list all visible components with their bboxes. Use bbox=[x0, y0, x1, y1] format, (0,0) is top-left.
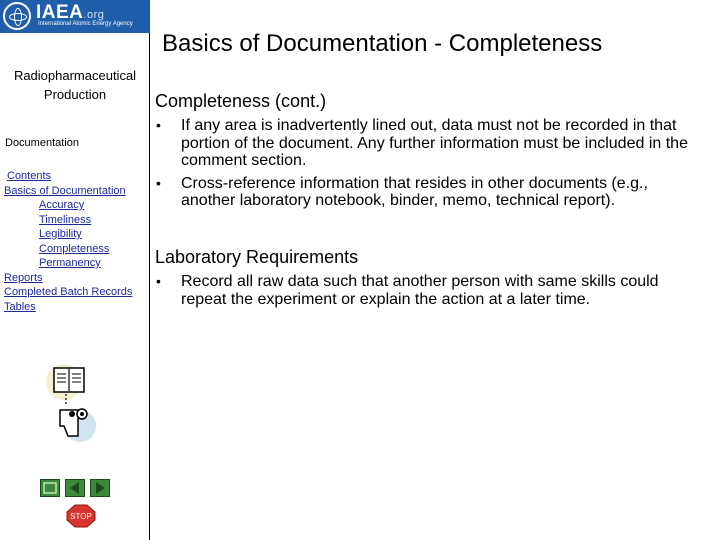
sidebar-nav bbox=[0, 169, 150, 314]
bullet-text: Record all raw data such that another person with same skills could repeat the experiment or explain the action at a later time. bbox=[181, 273, 659, 308]
module-title: Radiopharmaceutical Production bbox=[13, 68, 137, 102]
forward-arrow-icon bbox=[91, 480, 109, 496]
bullet-marker: • bbox=[156, 117, 161, 133]
forward-button[interactable] bbox=[90, 479, 110, 497]
completeness-bullet-list bbox=[156, 117, 706, 215]
list-item bbox=[156, 175, 706, 210]
stop-sign-icon bbox=[66, 504, 96, 528]
list-item bbox=[156, 117, 706, 170]
atom-logo-icon bbox=[3, 2, 31, 30]
sidebar-item-completed-batch-records[interactable]: Completed Batch Records bbox=[4, 286, 133, 298]
laboratory-requirements-bullet-list bbox=[156, 273, 706, 313]
list-item bbox=[156, 273, 706, 308]
sidebar bbox=[0, 0, 150, 540]
home-icon bbox=[41, 480, 59, 496]
logo-org: .org bbox=[83, 9, 105, 21]
logo-name: IAEA bbox=[36, 2, 84, 23]
sidebar-item-tables[interactable]: Tables bbox=[4, 300, 36, 313]
page-title: Basics of Documentation - Completeness bbox=[162, 30, 603, 57]
stop-label: STOP bbox=[70, 512, 92, 521]
sidebar-item-contents[interactable]: Contents bbox=[7, 170, 52, 182]
sidebar-item-timeliness[interactable]: Timeliness bbox=[39, 213, 92, 226]
home-button[interactable] bbox=[40, 479, 60, 497]
sidebar-item-legibility[interactable]: Legibility bbox=[39, 228, 82, 240]
book-person-icon bbox=[46, 360, 102, 446]
back-button[interactable] bbox=[65, 479, 85, 497]
slide-navigation bbox=[40, 479, 112, 497]
sidebar-item-accuracy[interactable]: Accuracy bbox=[39, 199, 85, 211]
bullet-marker: • bbox=[156, 273, 161, 289]
sidebar-item-permanency[interactable]: Permanency bbox=[39, 257, 101, 269]
sidebar-item-completeness[interactable]: Completeness bbox=[39, 242, 110, 255]
section-heading-laboratory-requirements: Laboratory Requirements bbox=[155, 247, 359, 267]
sidebar-item-reports[interactable]: Reports bbox=[4, 271, 43, 284]
bullet-marker: • bbox=[156, 174, 161, 191]
back-arrow-icon bbox=[66, 480, 84, 496]
bullet-text: If any area is inadvertently lined out, data must not be recorded in that portion of the document. Any further information must be included in the comment section. bbox=[181, 117, 688, 169]
section-heading-completeness: Completeness (cont.) bbox=[155, 91, 327, 111]
stop-button[interactable] bbox=[66, 504, 96, 528]
sidebar-section-label: Documentation bbox=[5, 137, 79, 149]
sidebar-item-basics-of-documentation[interactable]: Basics of Documentation bbox=[4, 184, 126, 197]
bullet-text: Cross-reference information that resides in other documents (e.g., another laboratory notebook, binder, memo, technical report). bbox=[181, 174, 648, 209]
logo-subtitle: International Atomic Energy Agency bbox=[38, 21, 133, 27]
iaea-logo bbox=[0, 0, 150, 33]
